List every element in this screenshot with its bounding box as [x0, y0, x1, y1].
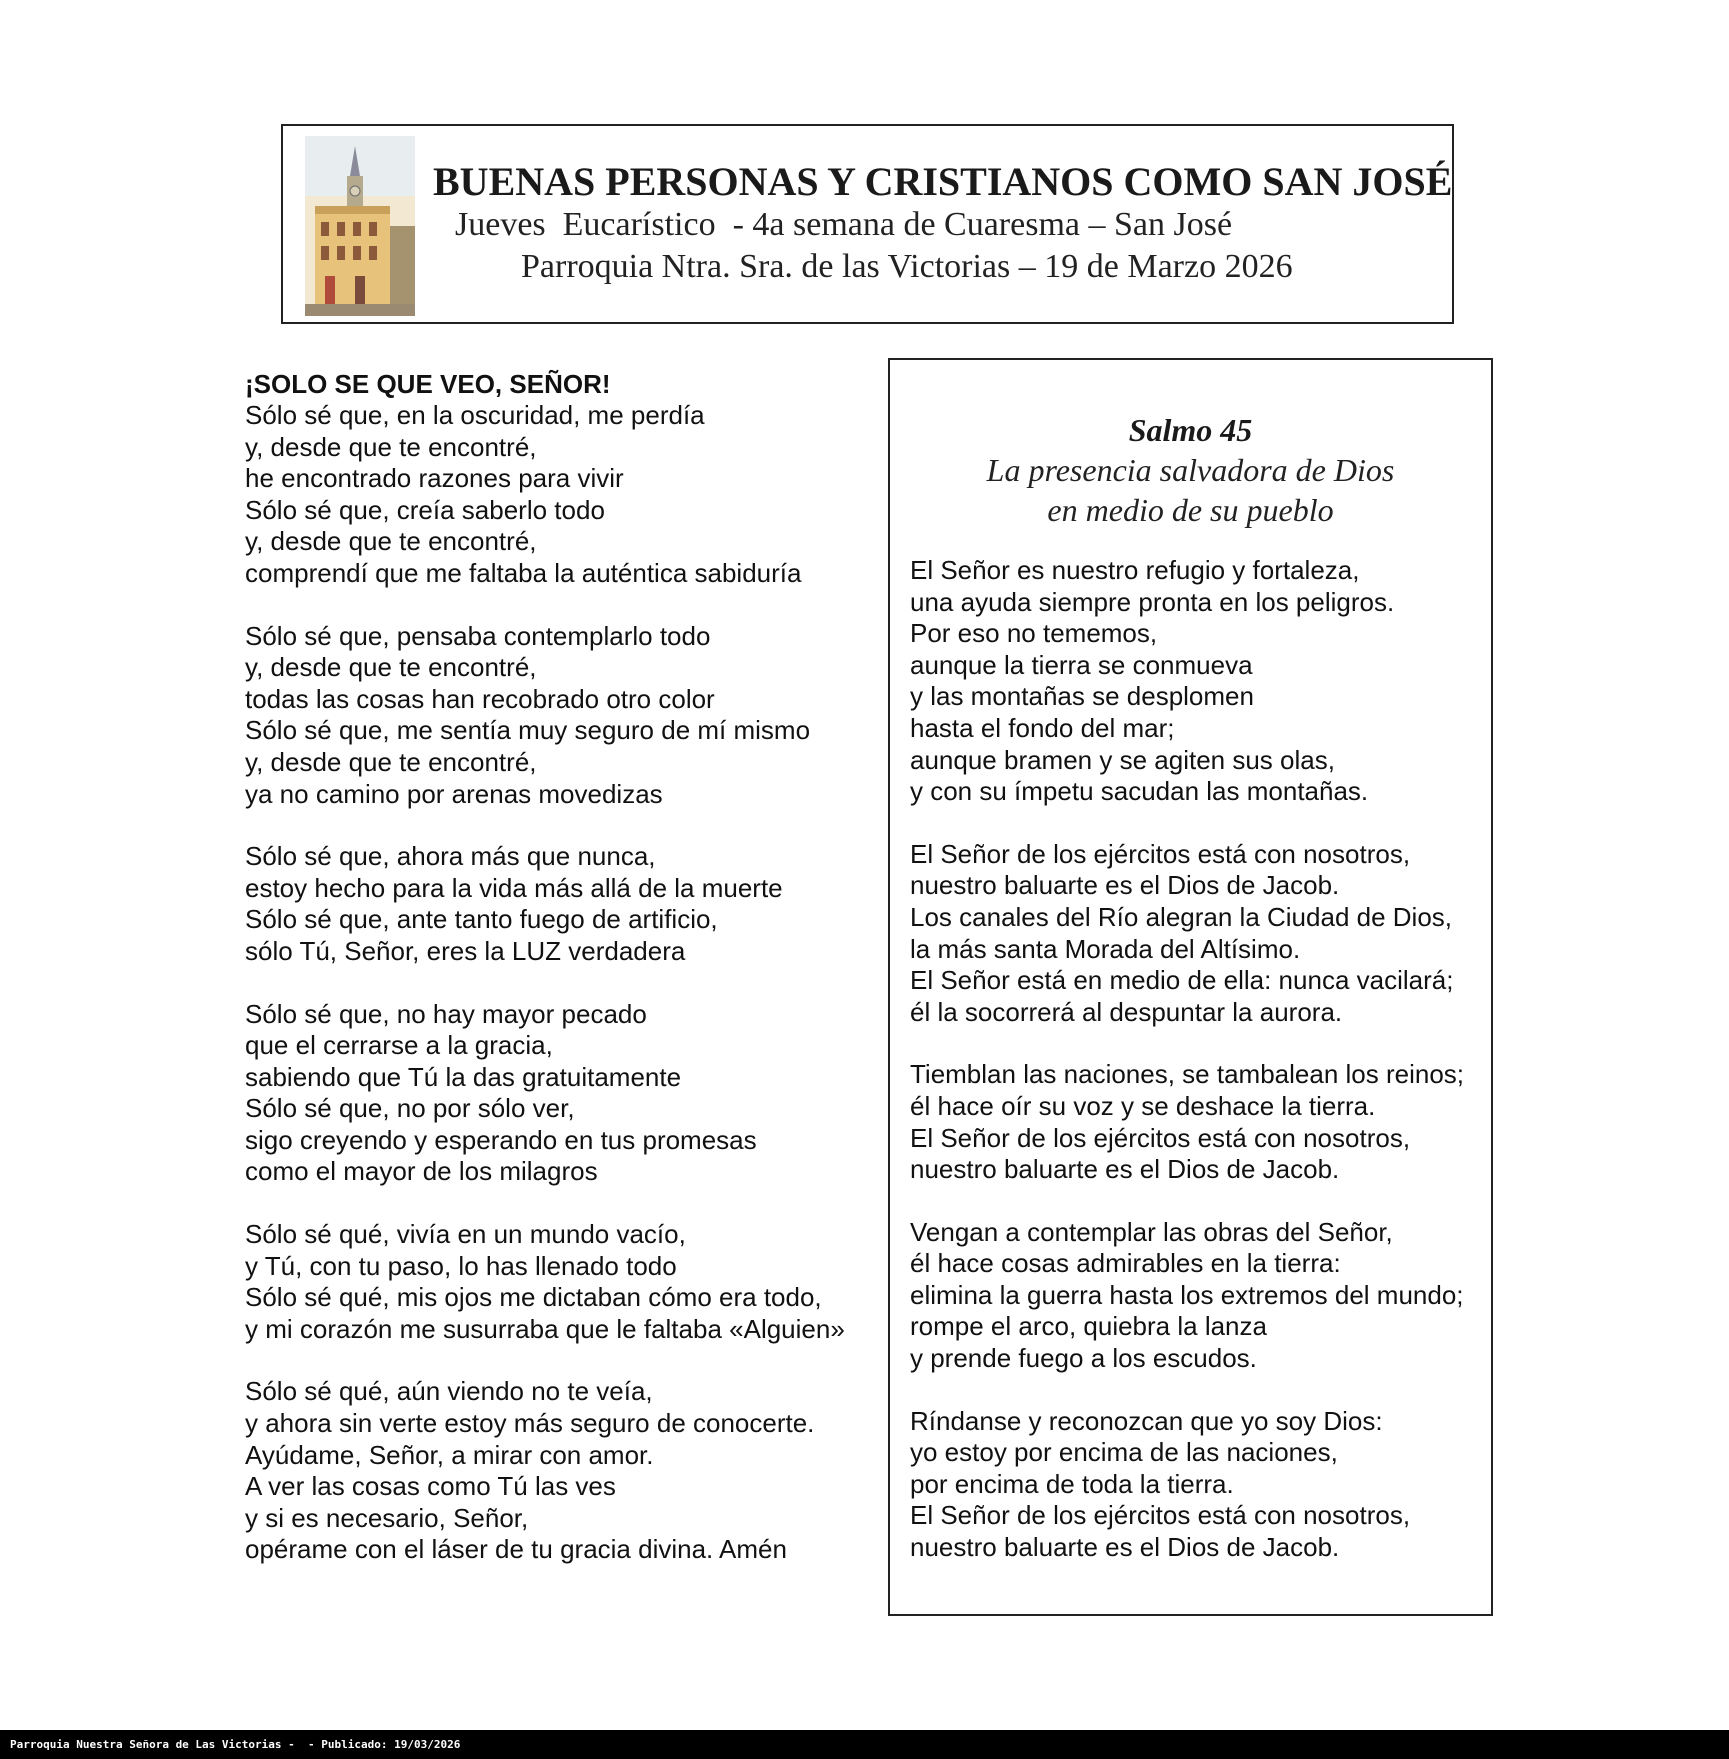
psalm-stanza	[910, 1217, 1493, 1375]
psalm-line: una ayuda siempre pronta en los peligros.	[910, 586, 1395, 617]
psalm-line: El Señor de los ejércitos está con nosotros,	[910, 838, 1411, 869]
poem-line: Sólo sé que, ahora más que nunca,	[245, 841, 656, 872]
poem-line: y Tú, con tu paso, lo has llenado todo	[245, 1250, 677, 1281]
psalm-heading	[890, 410, 1491, 530]
psalm-stanza	[910, 1406, 1493, 1564]
psalm-line: rompe el arco, quiebra la lanza	[910, 1311, 1267, 1342]
poem-stanza	[245, 841, 885, 967]
psalm-line: Tiemblan las naciones, se tambalean los reinos;	[910, 1059, 1464, 1090]
poem-line: y, desde que te encontré,	[245, 526, 537, 557]
poem-line: estoy hecho para la vida más allá de la muerte	[245, 872, 783, 903]
poem-line: ya no camino por arenas movedizas	[245, 778, 663, 809]
psalm-stanza	[910, 555, 1493, 808]
poem-title: ¡SOLO SE QUE VEO, SEÑOR!	[245, 369, 611, 399]
poem-line: que el cerrarse a la gracia,	[245, 1030, 553, 1061]
psalm-line: nuestro baluarte es el Dios de Jacob.	[910, 1154, 1340, 1185]
poem-line: sólo Tú, Señor, eres la LUZ verdadera	[245, 935, 686, 966]
poem-line: Sólo sé que, en la oscuridad, me perdía	[245, 400, 705, 430]
poem-line: Ayúdame, Señor, a mirar con amor.	[245, 1439, 654, 1470]
header-title: BUENAS PERSONAS Y CRISTIANOS COMO SAN JOSÉ	[433, 159, 1453, 204]
poem-line: y, desde que te encontré,	[245, 431, 537, 462]
poem-stanza	[245, 400, 885, 590]
psalm-line: El Señor es nuestro refugio y fortaleza,	[910, 555, 1360, 585]
psalm-line: Los canales del Río alegran la Ciudad de Dios,	[910, 901, 1453, 932]
header-box	[281, 124, 1454, 324]
psalm-line: nuestro baluarte es el Dios de Jacob.	[910, 1532, 1340, 1563]
poem-line: sabiendo que Tú la das gratuitamente	[245, 1061, 682, 1092]
psalm-line: él hace cosas admirables en la tierra:	[910, 1248, 1341, 1279]
psalm-line: aunque la tierra se conmueva	[910, 649, 1253, 680]
poem-line: comprendí que me faltaba la auténtica sabiduría	[245, 557, 802, 588]
poem-line: opérame con el láser de tu gracia divina. Amén	[245, 1534, 787, 1565]
psalm-line: Vengan a contemplar las obras del Señor,	[910, 1216, 1393, 1247]
psalm-subtitle-line2: en medio de su pueblo	[1047, 492, 1334, 528]
poem-stanza	[245, 621, 885, 811]
poem-line: como el mayor de los milagros	[245, 1156, 598, 1187]
psalm-line: por encima de toda la tierra.	[910, 1468, 1234, 1499]
psalm-line: y prende fuego a los escudos.	[910, 1343, 1257, 1374]
psalm-line: Ríndanse y reconozcan que yo soy Dios:	[910, 1405, 1383, 1436]
poem-column	[245, 368, 885, 1597]
psalm-subtitle-line1: La presencia salvadora de Dios	[986, 452, 1395, 488]
poem-line: y si es necesario, Señor,	[245, 1502, 529, 1533]
psalm-line: aunque bramen y se agiten sus olas,	[910, 744, 1335, 775]
poem-line: y, desde que te encontré,	[245, 746, 537, 777]
poem-line: Sólo sé que, me sentía muy seguro de mí mismo	[245, 715, 811, 746]
psalm-line: El Señor de los ejércitos está con nosotros,	[910, 1122, 1411, 1153]
poem-stanza	[245, 999, 885, 1189]
poem-line: he encontrado razones para vivir	[245, 463, 624, 494]
psalm-line: elimina la guerra hasta los extremos del mundo;	[910, 1279, 1464, 1310]
psalm-line: y las montañas se desplomen	[910, 681, 1254, 712]
poem-stanza	[245, 1219, 885, 1345]
psalm-line: él la socorrerá al despuntar la aurora.	[910, 996, 1343, 1027]
poem-line: A ver las cosas como Tú las ves	[245, 1471, 616, 1502]
poem-line: y ahora sin verte estoy más seguro de conocerte.	[245, 1408, 815, 1439]
poem-line: Sólo sé que, no por sólo ver,	[245, 1093, 575, 1124]
psalm-box	[888, 358, 1493, 1616]
psalm-line: El Señor de los ejércitos está con nosotros,	[910, 1500, 1411, 1531]
church-illustration	[305, 136, 415, 316]
poem-line: y, desde que te encontré,	[245, 652, 537, 683]
header-subtitle-liturgy: Jueves Eucarístico - 4a semana de Cuaresma – San José	[455, 206, 1233, 243]
poem-line: Sólo sé que, pensaba contemplarlo todo	[245, 620, 711, 651]
psalm-line: nuestro baluarte es el Dios de Jacob.	[910, 870, 1340, 901]
psalm-stanzas	[910, 555, 1493, 1595]
poem-line: todas las cosas han recobrado otro color	[245, 683, 715, 714]
poem-line: Sólo sé que, no hay mayor pecado	[245, 998, 647, 1029]
psalm-stanza	[910, 839, 1493, 1029]
poem-line: Sólo sé que, ante tanto fuego de artificio,	[245, 904, 718, 935]
psalm-line: hasta el fondo del mar;	[910, 712, 1175, 743]
footer-bar: Parroquia Nuestra Señora de Las Victorias - - Publicado: 19/03/2026	[0, 1730, 1729, 1759]
poem-stanzas	[245, 400, 885, 1566]
poem-line: Sólo sé qué, aún viendo no te veía,	[245, 1376, 653, 1407]
poem-line: Sólo sé qué, vivía en un mundo vacío,	[245, 1219, 686, 1250]
poem-line: Sólo sé qué, mis ojos me dictaban cómo era todo,	[245, 1282, 822, 1313]
psalm-line: yo estoy por encima de las naciones,	[910, 1437, 1338, 1468]
header-subtitle-parish-date: Parroquia Ntra. Sra. de las Victorias – 19 de Marzo 2026	[521, 248, 1293, 285]
psalm-stanza	[910, 1059, 1493, 1185]
psalm-line: El Señor está en medio de ella: nunca vacilará;	[910, 965, 1454, 996]
psalm-title: Salmo 45	[1128, 412, 1253, 448]
psalm-line: Por eso no tememos,	[910, 618, 1158, 649]
poem-line: sigo creyendo y esperando en tus promesas	[245, 1124, 757, 1155]
poem-line: Sólo sé que, creía saberlo todo	[245, 494, 605, 525]
psalm-line: la más santa Morada del Altísimo.	[910, 933, 1301, 964]
poem-stanza	[245, 1376, 885, 1566]
psalm-line: él hace oír su voz y se deshace la tierra.	[910, 1090, 1376, 1121]
psalm-line: y con su ímpetu sacudan las montañas.	[910, 776, 1369, 807]
poem-line: y mi corazón me susurraba que le faltaba «Alguien»	[245, 1313, 845, 1344]
